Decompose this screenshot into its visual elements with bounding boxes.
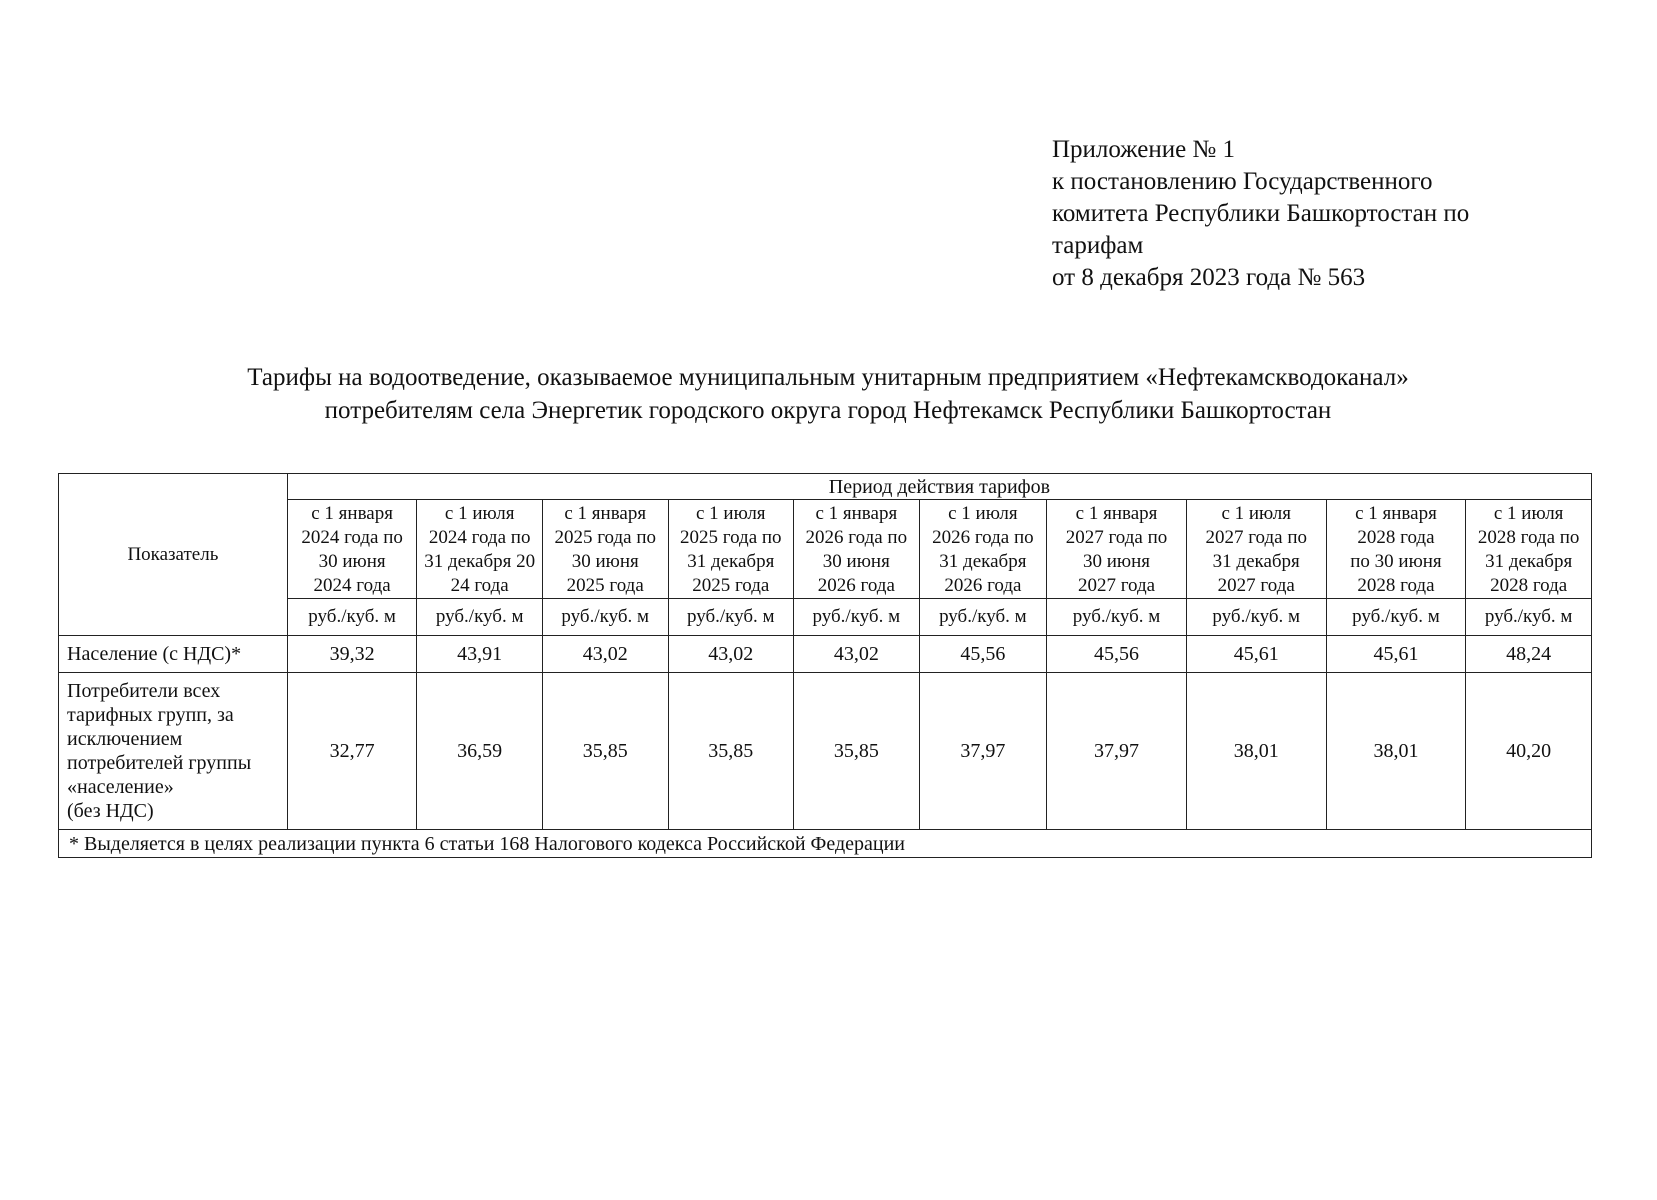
tariff-value: 36,59 — [417, 673, 543, 830]
tariff-value: 40,20 — [1466, 673, 1592, 830]
appendix-line: от 8 декабря 2023 года № 563 — [1052, 264, 1366, 291]
header-row-period — [59, 474, 1592, 500]
tariff-value: 43,02 — [542, 636, 668, 673]
tariff-value: 38,01 — [1326, 673, 1466, 830]
unit-cell: руб./куб. м — [542, 599, 668, 636]
tariff-value: 45,61 — [1326, 636, 1466, 673]
table-row-population — [59, 636, 1592, 673]
unit-cell: руб./куб. м — [1186, 599, 1326, 636]
period-header: Период действия тарифов — [287, 474, 1591, 500]
unit-cell: руб./куб. м — [287, 599, 417, 636]
appendix-line: тарифам — [1052, 232, 1144, 259]
period-cell: с 1 июля 2025 года по 31 декабря 2025 года — [668, 500, 794, 599]
tariff-value: 37,97 — [1047, 673, 1187, 830]
tariff-value: 45,61 — [1186, 636, 1326, 673]
period-cell: с 1 июля 2028 года по 31 декабря 2028 года — [1466, 500, 1592, 599]
tariff-value: 35,85 — [794, 673, 920, 830]
unit-cell: руб./куб. м — [794, 599, 920, 636]
period-cell: с 1 января 2028 года по 30 июня 2028 года — [1326, 500, 1466, 599]
appendix-line: комитета Республики Башкортостан по — [1052, 200, 1470, 227]
document-title — [60, 361, 1596, 427]
table-row-other-consumers — [59, 673, 1592, 830]
row-label: Население (с НДС)* — [59, 636, 288, 673]
unit-cell: руб./куб. м — [919, 599, 1047, 636]
table-row-footnote — [59, 830, 1592, 858]
appendix-line: Приложение № 1 — [1052, 136, 1236, 163]
appendix-line: к постановлению Государственного — [1052, 168, 1433, 195]
tariff-value: 48,24 — [1466, 636, 1592, 673]
tariff-value: 38,01 — [1186, 673, 1326, 830]
title-line-2: потребителям села Энергетик городского округа город Нефтекамск Республики Башкортостан — [324, 397, 1332, 424]
period-cell: с 1 июля 2027 года по 31 декабря 2027 года — [1186, 500, 1326, 599]
tariff-value: 43,02 — [668, 636, 794, 673]
unit-cell: руб./куб. м — [1326, 599, 1466, 636]
tariff-value: 35,85 — [542, 673, 668, 830]
tariff-value: 35,85 — [668, 673, 794, 830]
header-row-units — [59, 599, 1592, 636]
tariff-value: 43,02 — [794, 636, 920, 673]
indicator-header: Показатель — [59, 474, 288, 636]
footnote: * Выделяется в целях реализации пункта 6 статьи 168 Налогового кодекса Российской Федерации — [59, 830, 1592, 858]
tariff-value: 43,91 — [417, 636, 543, 673]
appendix-block — [1052, 134, 1612, 294]
period-cell: с 1 января 2024 года по 30 июня 2024 года — [287, 500, 417, 599]
tariff-value: 37,97 — [919, 673, 1047, 830]
unit-cell: руб./куб. м — [417, 599, 543, 636]
header-row-dates — [59, 500, 1592, 599]
tariff-table — [58, 473, 1592, 858]
tariff-value: 32,77 — [287, 673, 417, 830]
row-label: Потребители всех тарифных групп, за исключением потребителей группы «население» (без НДС) — [59, 673, 288, 830]
unit-cell: руб./куб. м — [1466, 599, 1592, 636]
period-cell: с 1 июля 2026 года по 31 декабря 2026 года — [919, 500, 1047, 599]
tariff-value: 45,56 — [919, 636, 1047, 673]
tariff-value: 45,56 — [1047, 636, 1187, 673]
title-line-1: Тарифы на водоотведение, оказываемое муниципальным унитарным предприятием «Нефтекамскводоканал» — [247, 364, 1409, 391]
period-cell: с 1 января 2027 года по 30 июня 2027 года — [1047, 500, 1187, 599]
unit-cell: руб./куб. м — [1047, 599, 1187, 636]
period-cell: с 1 января 2026 года по 30 июня 2026 года — [794, 500, 920, 599]
period-cell: с 1 июля 2024 года по 31 декабря 20 24 года — [417, 500, 543, 599]
unit-cell: руб./куб. м — [668, 599, 794, 636]
tariff-value: 39,32 — [287, 636, 417, 673]
period-cell: с 1 января 2025 года по 30 июня 2025 года — [542, 500, 668, 599]
